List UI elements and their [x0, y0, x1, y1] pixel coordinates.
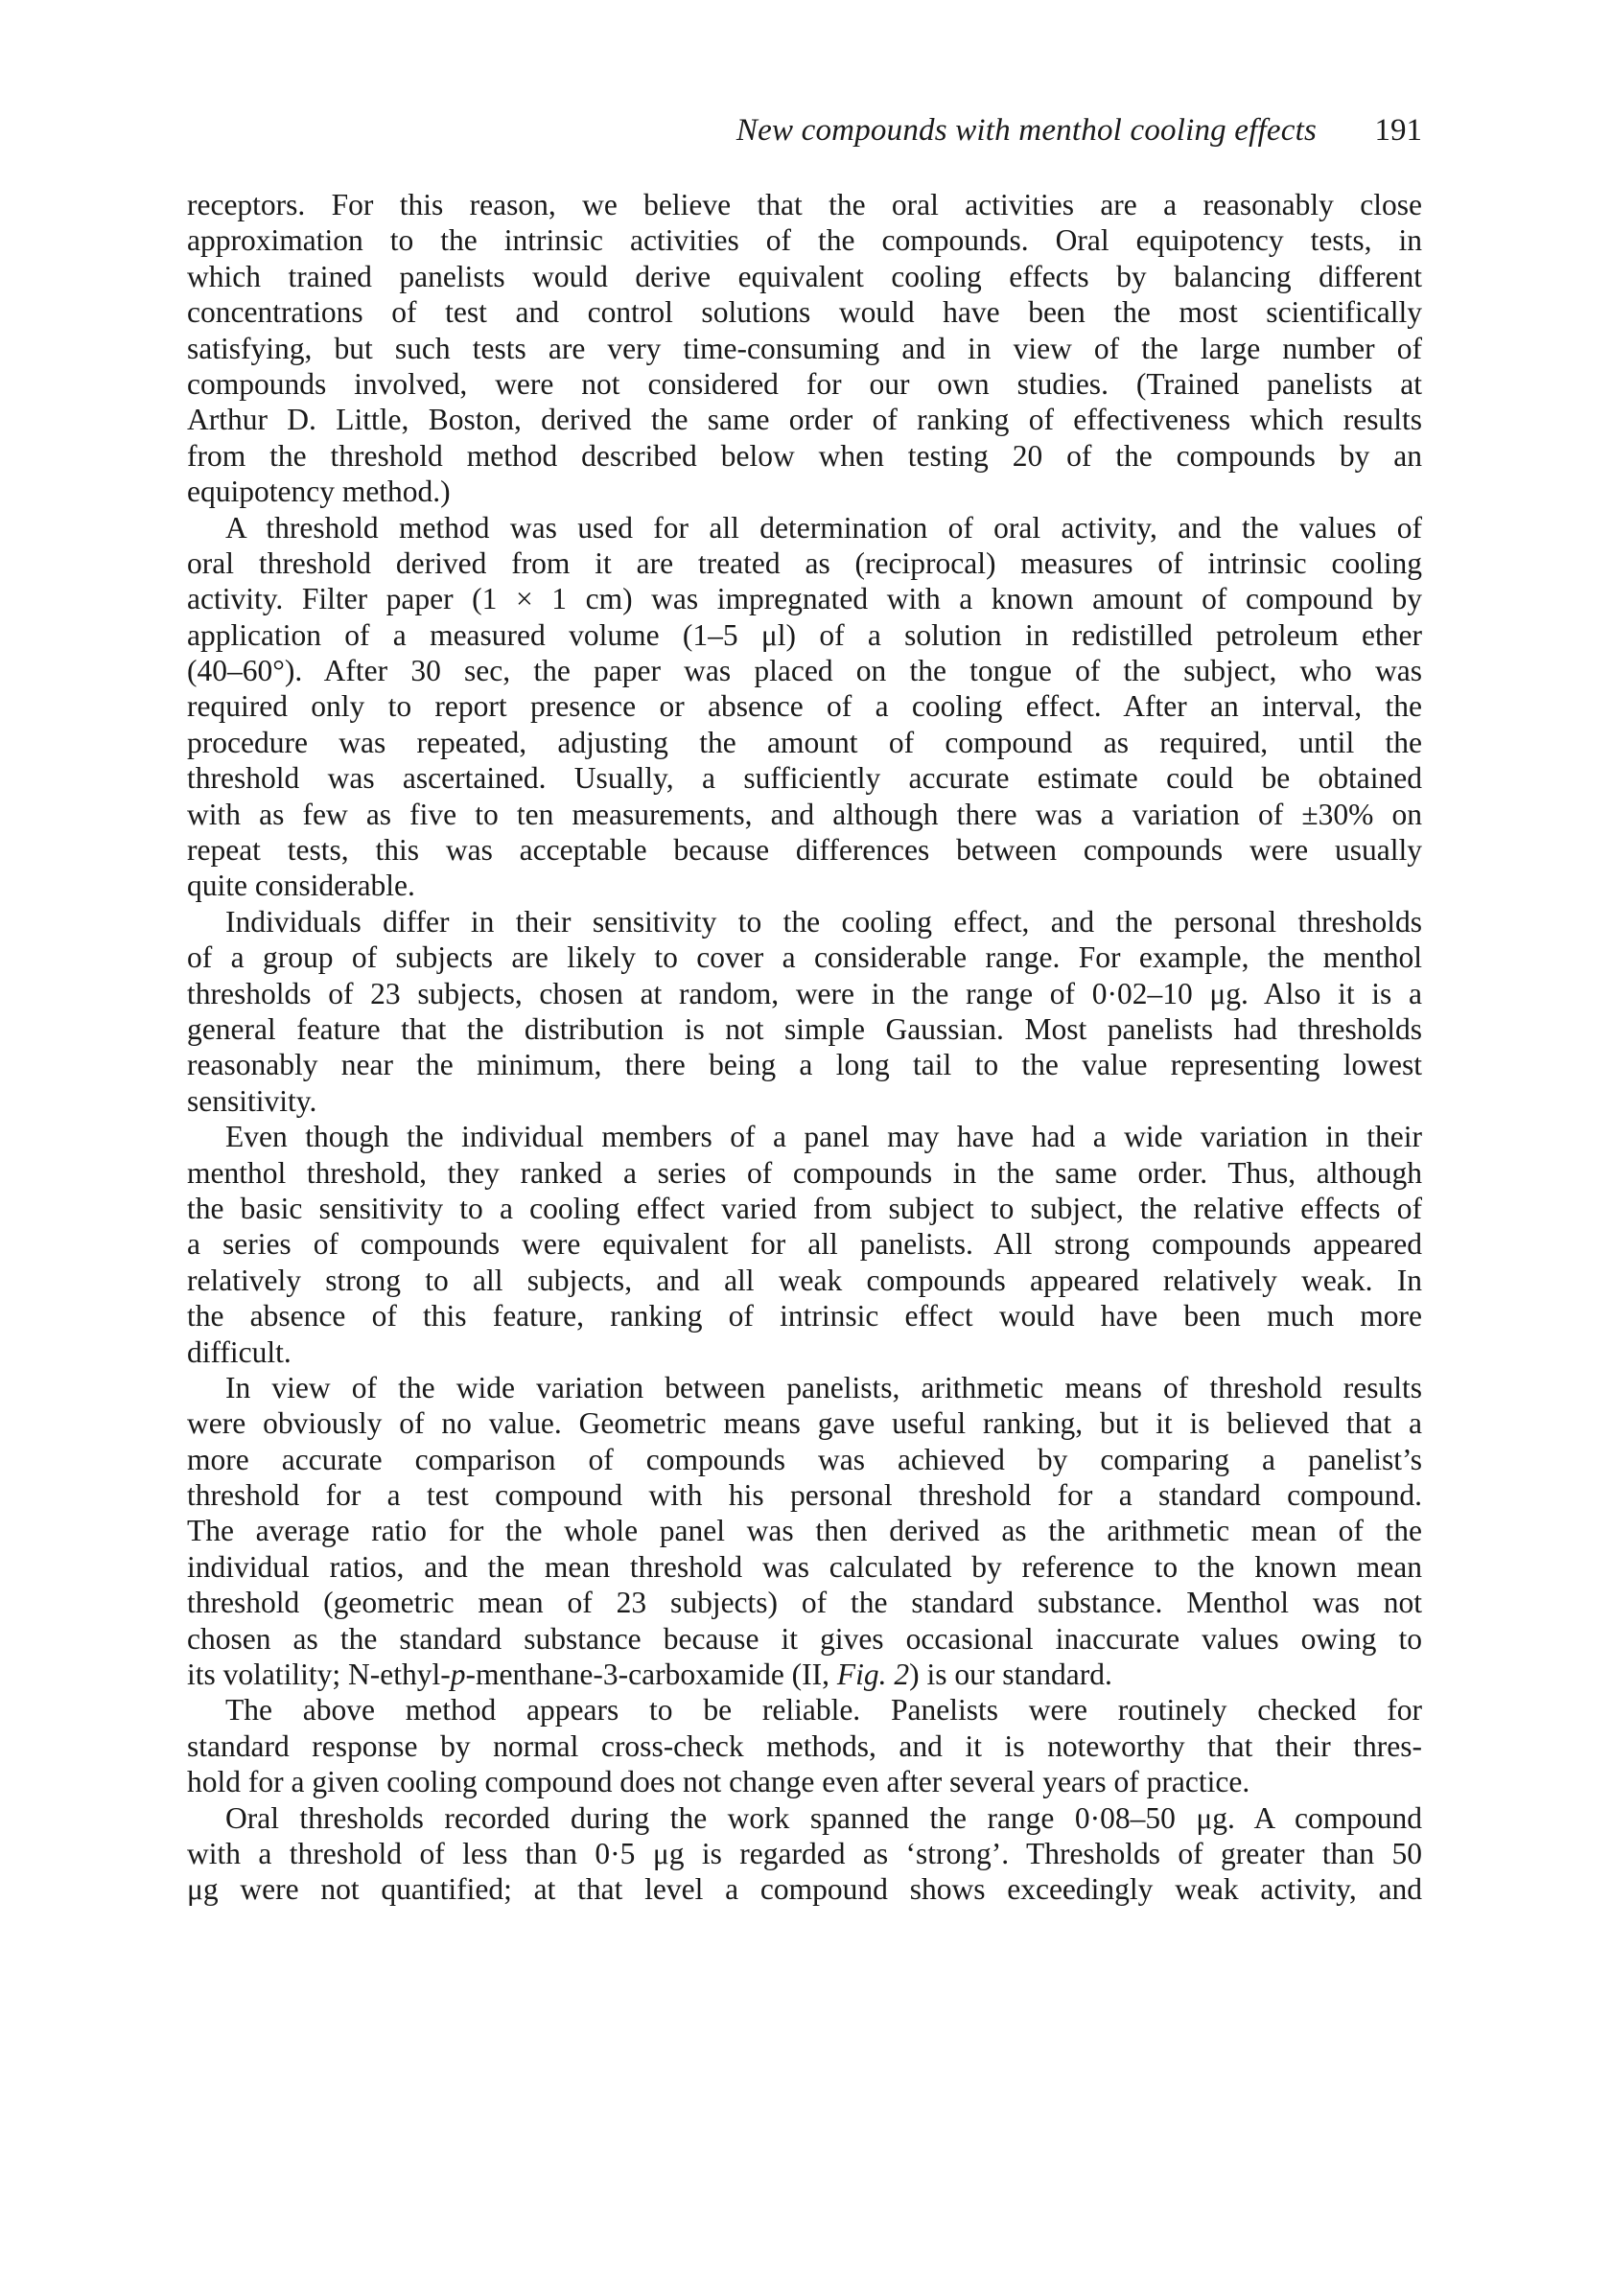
text-line: from the threshold method described below when testing 20 of the compounds by an [187, 438, 1422, 473]
text-line: (40–60°). After 30 sec, the paper was placed on the tongue of the subject, who was [187, 654, 1422, 688]
text-line: equipotency method.) [187, 475, 451, 509]
text-line: approximation to the intrinsic activities of the compounds. Oral equipotency tests, in [187, 223, 1422, 258]
text-line: the basic sensitivity to a cooling effect varied from subject to subject, the relative effects of [187, 1191, 1422, 1225]
text-line: hold for a given cooling compound does not change even after several years of practice. [187, 1765, 1250, 1799]
text-line: Arthur D. Little, Boston, derived the same order of ranking of effectiveness which results [187, 403, 1422, 437]
text-line: reasonably near the minimum, there being a long tail to the value representing lowest [187, 1048, 1422, 1082]
text-line: μg were not quantified; at that level a compound shows exceedingly weak activity, and [187, 1872, 1422, 1907]
text-line: individual ratios, and the mean threshold was calculated by reference to the known mean [187, 1549, 1422, 1584]
paragraph [187, 1119, 1422, 1370]
text-line: receptors. For this reason, we believe that the oral activities are a reasonably close [187, 188, 1422, 221]
text-line: In view of the wide variation between panelists, arithmetic means of threshold results [225, 1370, 1422, 1404]
text-line: with as few as five to ten measurements, and although there was a variation of ±30% on [187, 797, 1422, 831]
text-line: Oral thresholds recorded during the work spanned the range 0·08–50 μg. A compound [225, 1800, 1422, 1835]
text-line: more accurate comparison of compounds was achieved by comparing a panelist’s [187, 1442, 1422, 1476]
text-line: chosen as the standard substance because it gives occasional inaccurate values owing to [187, 1621, 1422, 1656]
text-line: A threshold method was used for all determination of oral activity, and the values of [225, 510, 1422, 545]
paragraph [187, 1370, 1422, 1693]
text-line: Individuals differ in their sensitivity to the cooling effect, and the personal thresholds [225, 904, 1422, 939]
text-line: difficult. [187, 1334, 292, 1369]
paragraph [187, 904, 1422, 1119]
text-line: thresholds of 23 subjects, chosen at random, were in the range of 0·02–10 μg. Also it is a [187, 976, 1422, 1010]
running-header [187, 113, 1422, 161]
text-line: general feature that the distribution is not simple Gaussian. Most panelists had thresholds [187, 1011, 1422, 1046]
text-line: procedure was repeated, adjusting the amount of compound as required, until the [187, 725, 1422, 759]
text-line: its volatility; N-ethyl-p-menthane-3-carboxamide (II, Fig. 2) is our standard. [187, 1658, 1112, 1692]
paragraph [187, 1692, 1422, 1799]
paragraph [187, 1800, 1422, 1908]
text-line: of a group of subjects are likely to cover a considerable range. For example, the menthol [187, 940, 1422, 975]
text-line: menthol threshold, they ranked a series of compounds in the same order. Thus, although [187, 1155, 1422, 1190]
text-line: threshold (geometric mean of 23 subjects) of the standard substance. Menthol was not [187, 1586, 1422, 1620]
text-line: Even though the individual members of a panel may have had a wide variation in their [225, 1120, 1422, 1154]
text-line: sensitivity. [187, 1083, 317, 1118]
text-line: threshold was ascertained. Usually, a sufficiently accurate estimate could be obtained [187, 761, 1422, 796]
text-line: The above method appears to be reliable. Panelists were routinely checked for [225, 1693, 1422, 1728]
text-line: a series of compounds were equivalent for all panelists. All strong compounds appeared [187, 1227, 1422, 1262]
text-line: activity. Filter paper (1 × 1 cm) was impregnated with a known amount of compound by [187, 582, 1422, 616]
text-line: which trained panelists would derive equivalent cooling effects by balancing different [187, 259, 1422, 293]
text-line: repeat tests, this was acceptable because differences between compounds were usually [187, 833, 1422, 868]
text-line: with a threshold of less than 0·5 μg is regarded as ‘strong’. Thresholds of greater than 50 [187, 1836, 1422, 1870]
text-line: the absence of this feature, ranking of intrinsic effect would have been much more [187, 1299, 1422, 1334]
paragraph [187, 510, 1422, 904]
text-line: application of a measured volume (1–5 μl) of a solution in redistilled petroleum ether [187, 617, 1422, 652]
paragraph [187, 187, 1422, 510]
text-line: compounds involved, were not considered for our own studies. (Trained panelists at [187, 366, 1422, 401]
running-title: New compounds with menthol cooling effects [735, 113, 1317, 148]
text-line: concentrations of test and control solutions would have been the most scientifically [187, 295, 1422, 330]
text-line: oral threshold derived from it are treated as (reciprocal) measures of intrinsic cooling [187, 545, 1422, 580]
page-number: 191 [1374, 113, 1422, 148]
text-line: required only to report presence or absence of a cooling effect. After an interval, the [187, 689, 1422, 724]
text-line: standard response by normal cross-check methods, and it is noteworthy that their thres- [187, 1728, 1422, 1763]
text-line: threshold for a test compound with his personal threshold for a standard compound. [187, 1478, 1422, 1513]
text-line: relatively strong to all subjects, and all weak compounds appeared relatively weak. In [187, 1263, 1422, 1297]
body-text [187, 187, 1422, 1908]
text-line: satisfying, but such tests are very time-consuming and in view of the large number of [187, 331, 1422, 365]
text-line: quite considerable. [187, 869, 415, 903]
text-line: The average ratio for the whole panel was then derived as the arithmetic mean of the [187, 1514, 1422, 1548]
text-line: were obviously of no value. Geometric means gave useful ranking, but it is believed that a [187, 1406, 1422, 1441]
